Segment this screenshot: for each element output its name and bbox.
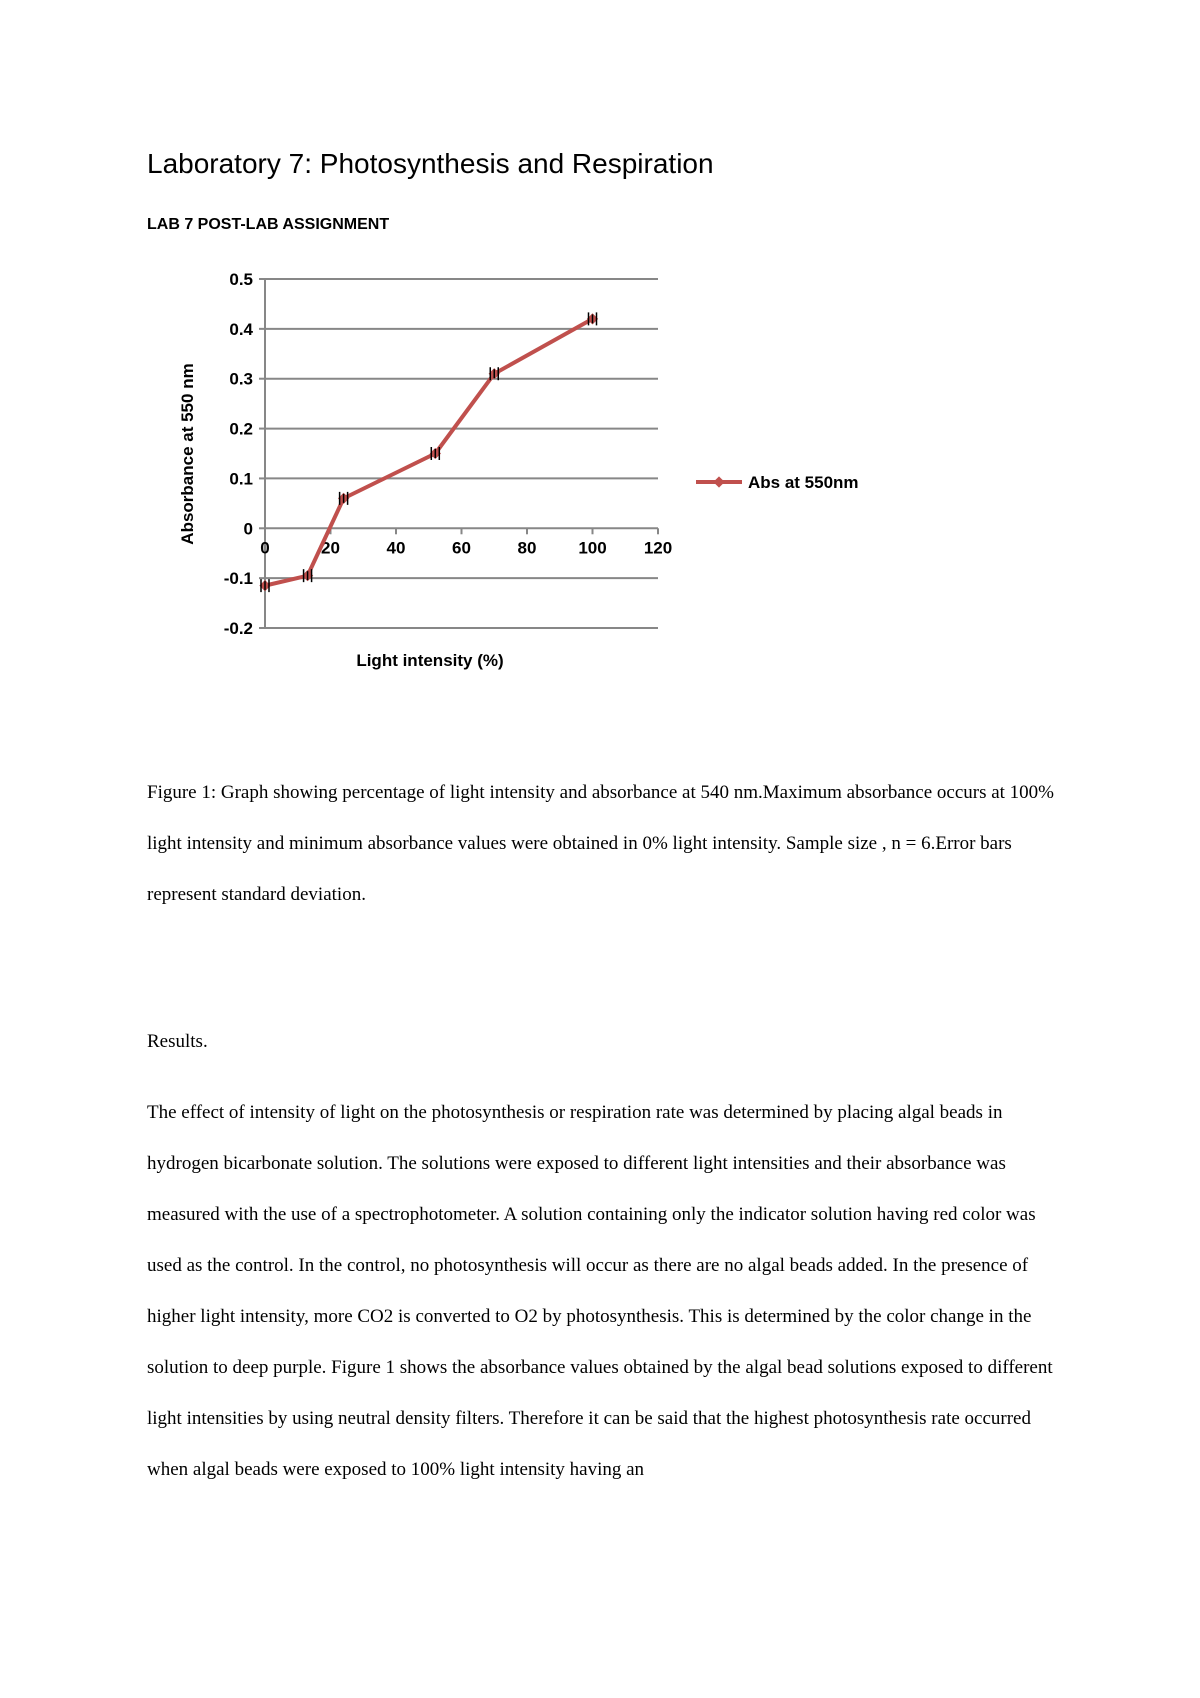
series-line (265, 319, 593, 586)
x-tick-label: 120 (643, 538, 673, 558)
chart-legend (696, 473, 859, 492)
y-axis-label: Absorbance at 550 nm (178, 363, 197, 545)
results-heading: Results. (147, 1031, 208, 1052)
legend-label: Abs at 550nm (748, 473, 859, 492)
page-title: Laboratory 7: Photosynthesis and Respiration (147, 148, 714, 179)
absorbance-chart (0, 0, 1200, 700)
data-point (489, 367, 500, 380)
y-tick-label: 0 (243, 519, 253, 539)
figure-caption: Figure 1: Graph showing percentage of light intensity and absorbance at 540 nm.Maximum absorbance occurs at 100% light intensity and minimum absorbance values were obtained in 0% light intensity. Sample size , n = 6.Error bars represent standard deviation. (147, 782, 1055, 905)
data-point (302, 569, 313, 582)
chart-gridlines (265, 279, 658, 628)
legend-swatch-marker (713, 476, 724, 487)
x-tick-label: 20 (321, 538, 340, 558)
y-tick-label: 0.2 (229, 419, 253, 439)
y-tick-label: 0.3 (229, 369, 253, 389)
x-tick-label: 40 (386, 538, 406, 558)
x-tick-label: 0 (260, 538, 270, 558)
y-tick-label: -0.2 (223, 619, 253, 638)
x-tick-label: 60 (452, 538, 471, 558)
y-tick-label: -0.1 (223, 569, 253, 589)
chart-series (259, 312, 598, 592)
data-point (338, 492, 349, 505)
x-tick-label: 100 (578, 538, 607, 558)
data-point (587, 312, 598, 325)
y-tick-label: 0.1 (229, 469, 253, 489)
x-tick-label: 80 (517, 538, 537, 558)
y-tick-label: 0.4 (229, 319, 253, 339)
y-tick-labels (224, 270, 254, 638)
chart-axes (259, 279, 658, 628)
results-paragraph: The effect of intensity of light on the photosynthesis or respiration rate was determined by placing algal beads in hydrogen bicarbonate solution. The solutions were exposed to different light intensities and their absorbance was measured with the use of a spectrophotometer. A solution containing only the indicator solution having red color was used as the control. In the control, no photosynthesis will occur as there are no algal beads added. In the presence of higher light intensity, more CO2 is converted to O2 by photosynthesis. This is determined by the color change in the solution to deep purple. Figure 1 shows the absorbance values obtained by the algal bead solutions exposed to different light intensities by using neutral density filters. Therefore it can be said that the highest photosynthesis rate occurred when algal beads were exposed to 100% light intensity having an (147, 1102, 1053, 1480)
y-tick-label: 0.5 (229, 270, 253, 289)
data-point (430, 447, 441, 460)
assignment-subtitle: LAB 7 POST-LAB ASSIGNMENT (147, 216, 390, 233)
x-axis-label: Light intensity (%) (356, 651, 504, 670)
data-point (259, 579, 270, 592)
